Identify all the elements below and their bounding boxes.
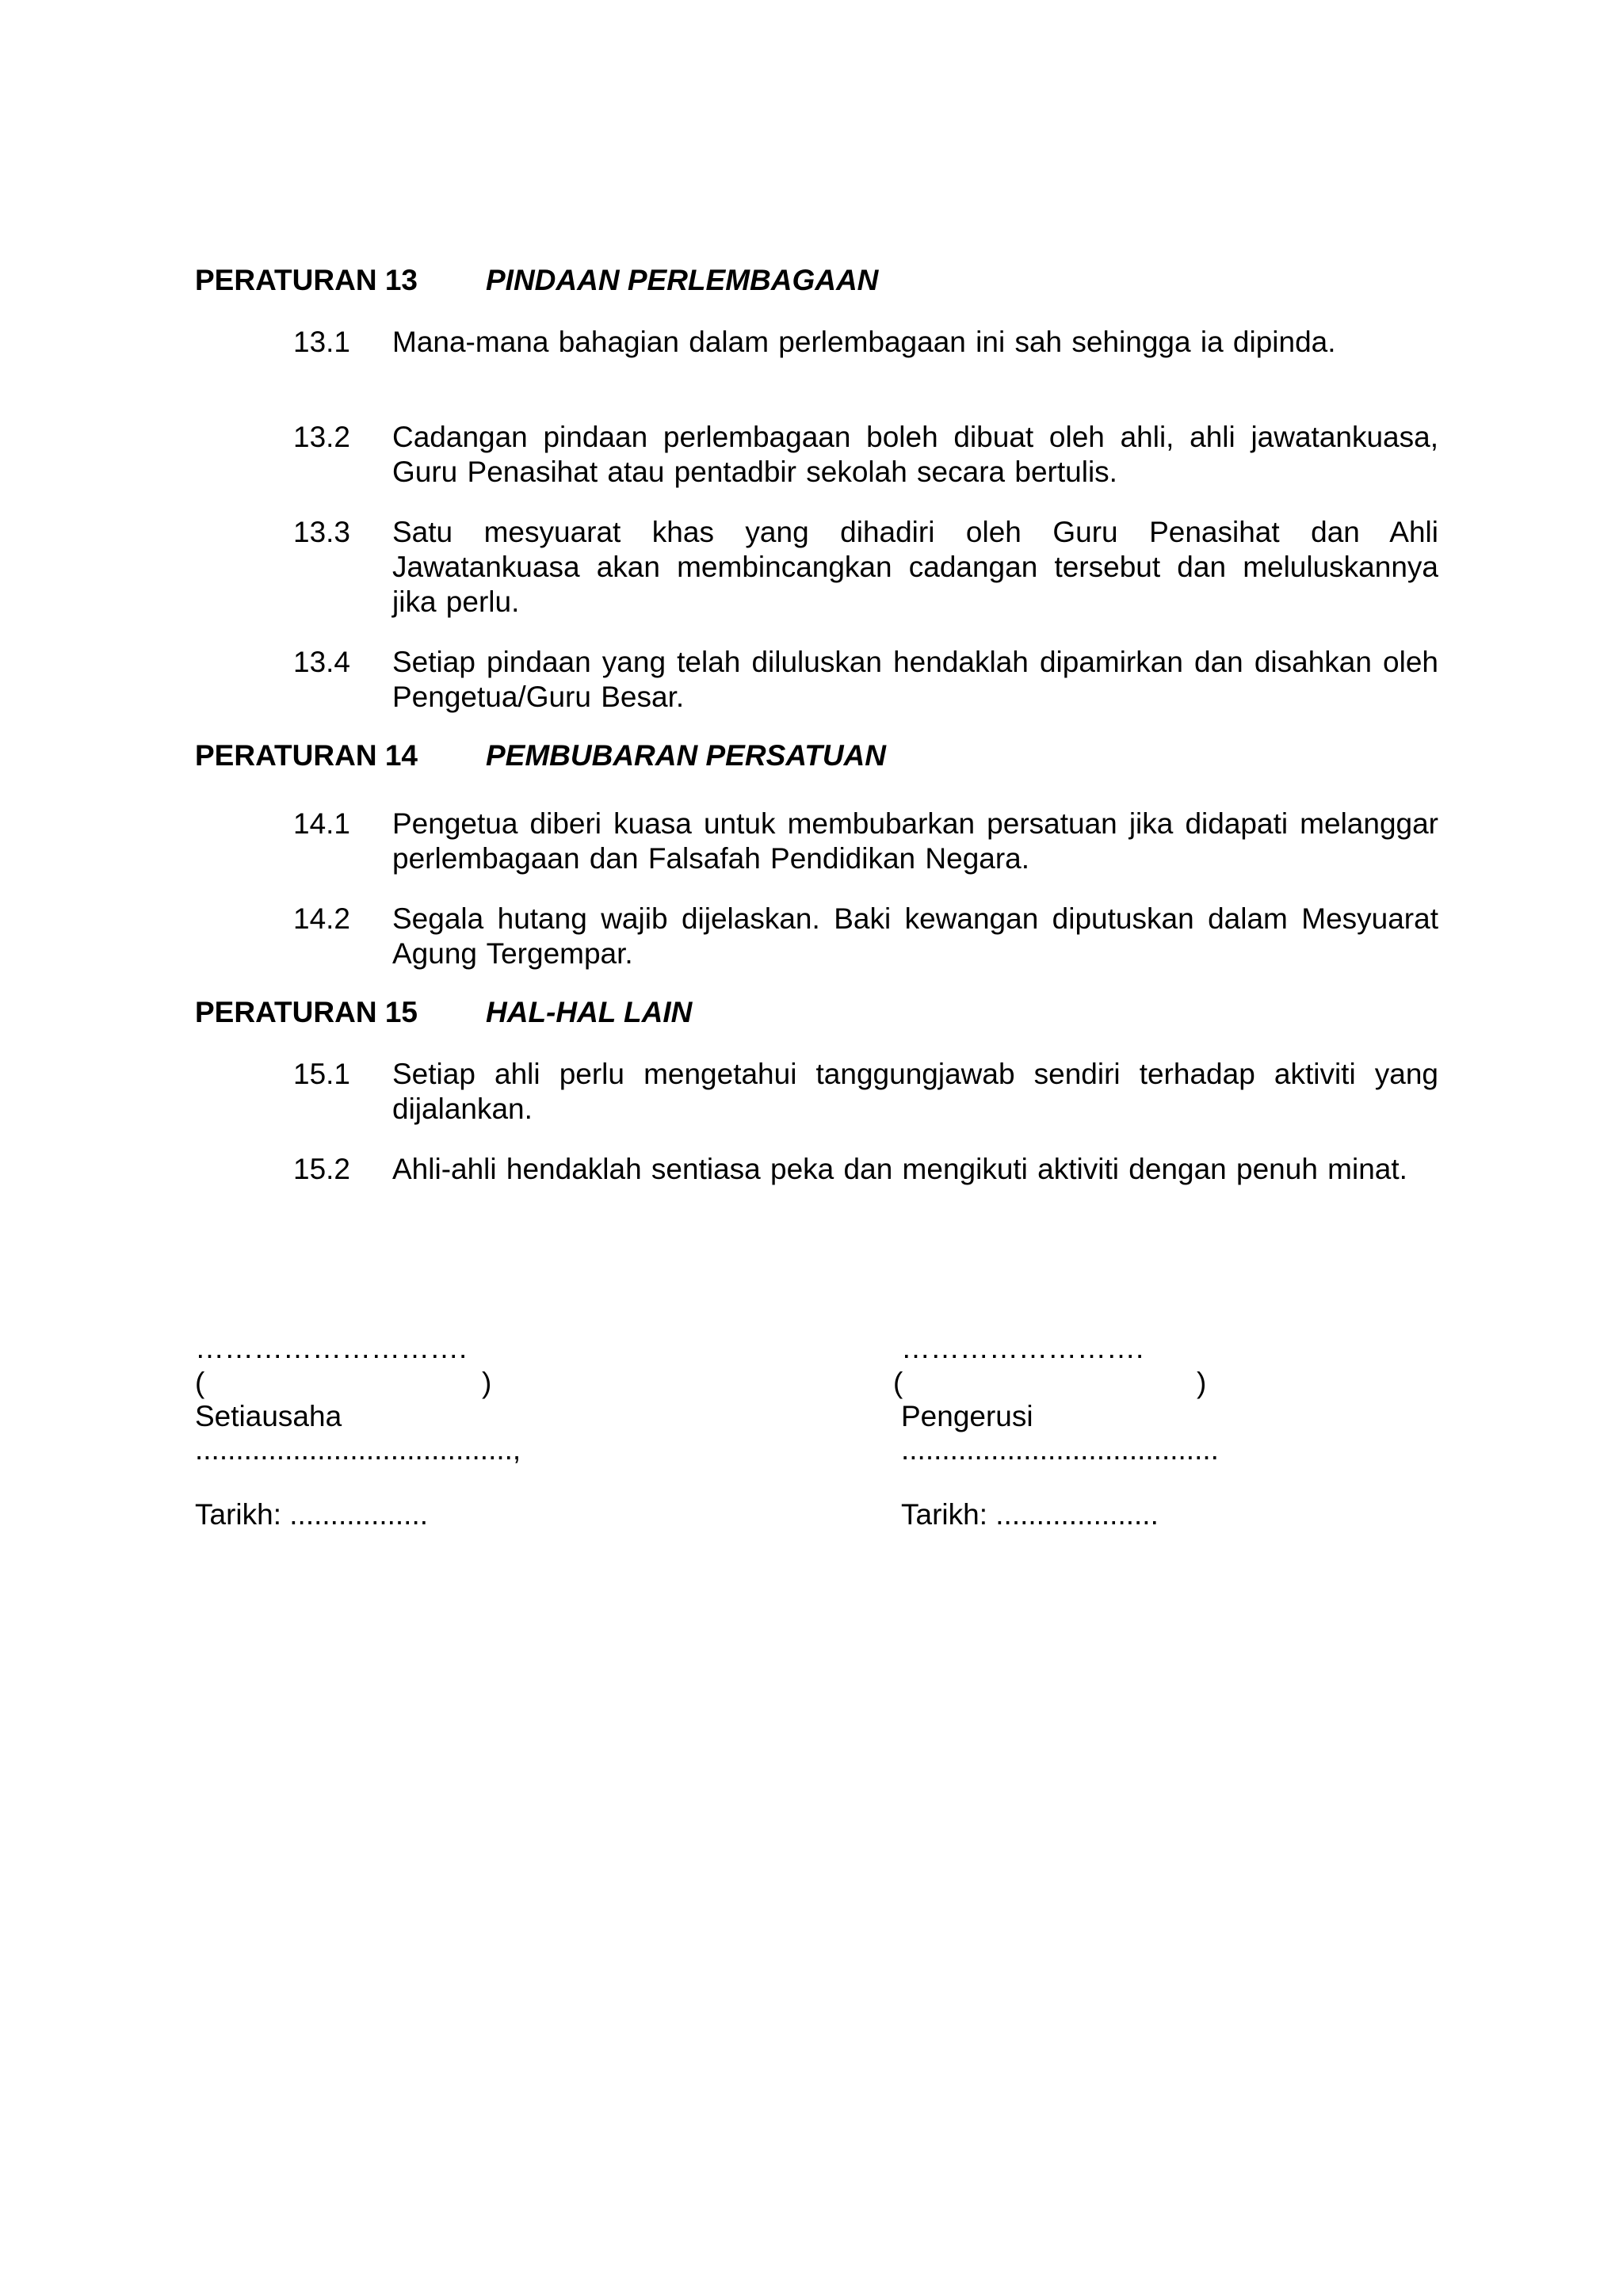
clause-text: Satu mesyuarat khas yang dihadiri oleh Guru Penasihat dan Ahli Jawatankuasa akan membincangkan cadangan tersebut dan meluluskannya jika perlu.: [392, 516, 1438, 618]
clause-text: Mana-mana bahagian dalam perlembagaan ini sah sehingga ia dipinda.: [392, 326, 1336, 358]
date-label: Tarikh:: [195, 1498, 281, 1531]
chairman-name-bracket-open: (: [893, 1367, 903, 1399]
clause-13-3: [293, 515, 1438, 620]
clause-number: 15.1: [293, 1058, 351, 1090]
clause-text: Segala hutang wajib dijelaskan. Baki kewangan diputuskan dalam Mesyuarat Agung Tergempar.: [392, 902, 1438, 970]
clause-text: Cadangan pindaan perlembagaan boleh dibuat oleh ahli, ahli jawatankuasa, Guru Penasihat atau pentadbir sekolah secara bertulis.: [392, 421, 1438, 488]
section-label: PERATURAN 15: [195, 996, 418, 1028]
date-label: Tarikh:: [901, 1498, 987, 1531]
clause-text: Setiap pindaan yang telah diluluskan hendaklah dipamirkan dan disahkan oleh Pengetua/Guru Besar.: [392, 646, 1438, 713]
section-heading-13: [195, 263, 878, 298]
clause-number: 13.1: [293, 326, 351, 358]
secretary-date: [195, 1497, 428, 1532]
date-dots: ....................: [995, 1498, 1159, 1531]
section-title: PEMBUBARAN PERSATUAN: [486, 739, 886, 772]
secretary-dotted-line: .......................................,: [195, 1433, 521, 1466]
secretary-signature-line: ……………………….: [195, 1332, 468, 1364]
clause-text: Pengetua diberi kuasa untuk membubarkan persatuan jika didapati melanggar perlembagaan dan Falsafah Pendidikan Negara.: [392, 807, 1438, 875]
clause-number: 15.2: [293, 1153, 351, 1185]
date-dots: .................: [289, 1498, 429, 1531]
section-label: PERATURAN 13: [195, 264, 418, 296]
secretary-name-bracket-open: (: [195, 1367, 205, 1399]
clause-13-4: [293, 645, 1438, 715]
clause-number: 13.3: [293, 516, 351, 548]
section-title: HAL-HAL LAIN: [486, 996, 693, 1028]
clause-number: 14.2: [293, 902, 351, 935]
chairman-dotted-line: .......................................: [901, 1433, 1219, 1466]
clause-number: 13.2: [293, 421, 351, 453]
section-heading-14: [195, 738, 886, 773]
clause-13-1: [293, 325, 1438, 360]
chairman-date: [901, 1497, 1159, 1532]
section-title: PINDAAN PERLEMBAGAAN: [486, 264, 879, 296]
clause-text: Setiap ahli perlu mengetahui tanggungjawab sendiri terhadap aktiviti yang dijalankan.: [392, 1058, 1438, 1125]
clause-number: 14.1: [293, 807, 351, 840]
clause-number: 13.4: [293, 646, 351, 678]
clause-text: Ahli-ahli hendaklah sentiasa peka dan mengikuti aktiviti dengan penuh minat.: [392, 1153, 1407, 1185]
chairman-name-bracket-close: ): [1197, 1367, 1207, 1399]
clause-14-1: [293, 807, 1438, 876]
secretary-role: Setiausaha: [195, 1400, 342, 1432]
section-heading-15: [195, 995, 692, 1030]
clause-13-2: [293, 420, 1438, 490]
secretary-name-bracket-close: ): [482, 1367, 492, 1399]
chairman-role: Pengerusi: [901, 1400, 1033, 1432]
section-label: PERATURAN 14: [195, 739, 418, 772]
chairman-signature-line: …………………….: [901, 1332, 1144, 1364]
clause-15-2: [293, 1152, 1438, 1187]
clause-15-1: [293, 1057, 1438, 1127]
clause-14-2: [293, 902, 1438, 971]
